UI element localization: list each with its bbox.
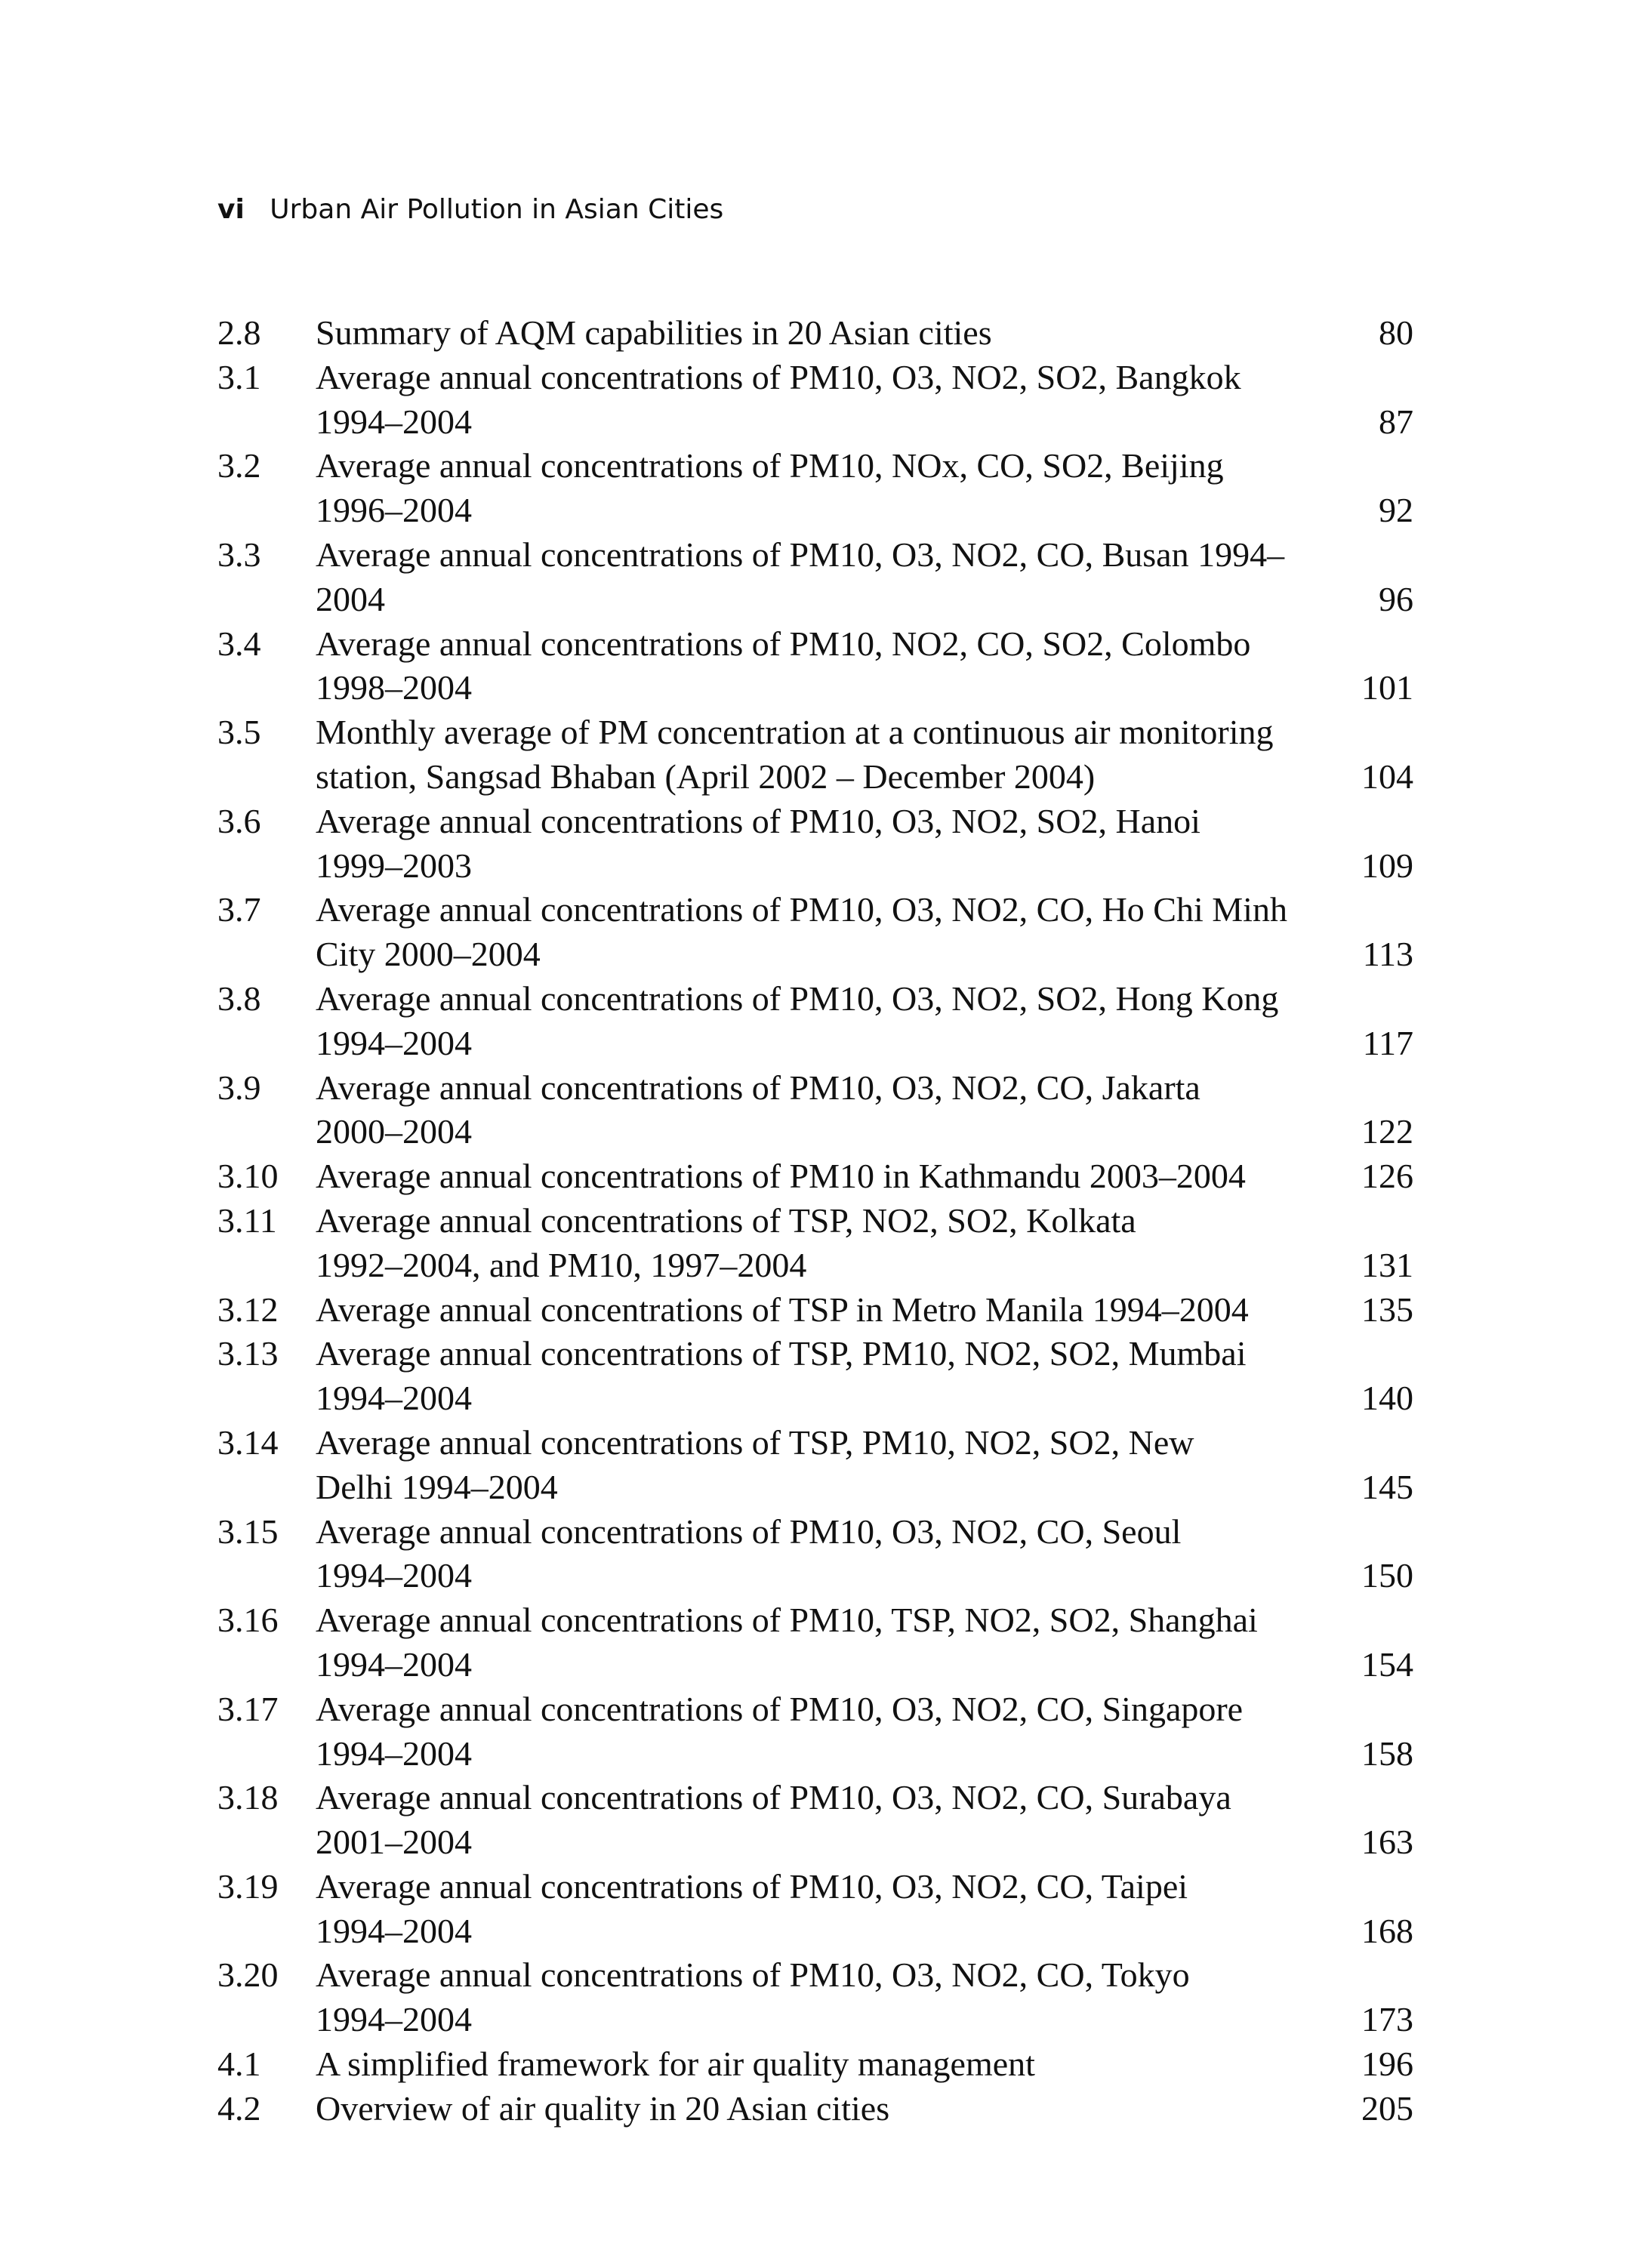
toc-entry: [217, 1865, 1413, 1954]
list-of-figures: [217, 311, 1413, 2131]
entry-number: 3.14: [217, 1422, 279, 1462]
toc-entry: [217, 622, 1413, 711]
entry-title: Average annual concentrations of PM10, TSP, NO2, SO2, Shanghai 1994–2004: [316, 1601, 1258, 1684]
toc-entry: [217, 800, 1413, 889]
entry-number: 3.19: [217, 1866, 279, 1906]
entry-page-number: 122: [1361, 1112, 1413, 1151]
entry-title: Average annual concentrations of PM10, O3, NO2, SO2, Hong Kong 1994–2004: [316, 978, 1279, 1062]
entry-title: Average annual concentrations of TSP, PM10, NO2, SO2, New Delhi 1994–2004: [316, 1422, 1194, 1506]
entry-title: Average annual concentrations of PM10, O3, NO2, CO, Singapore 1994–2004: [316, 1689, 1244, 1773]
entry-page-number: 205: [1361, 2088, 1413, 2128]
toc-entry: [217, 1687, 1413, 1776]
entry-number: 3.4: [217, 624, 261, 663]
entry-number: 4.2: [217, 2088, 261, 2128]
toc-entry: [217, 2042, 1413, 2087]
entry-page-number: 117: [1362, 1023, 1413, 1062]
entry-page-number: 145: [1361, 1467, 1413, 1506]
toc-entry: [217, 1199, 1413, 1288]
toc-entry: [217, 1154, 1413, 1199]
entry-page-number: 113: [1362, 935, 1413, 974]
entry-number: 3.15: [217, 1511, 279, 1551]
entry-title: Average annual concentrations of PM10, NO2, CO, SO2, Colombo 1998–2004: [316, 624, 1251, 707]
entry-number: 3.11: [217, 1200, 277, 1240]
entry-page-number: 80: [1379, 313, 1413, 352]
entry-title: Average annual concentrations of PM10, O3, NO2, SO2, Bangkok 1994–2004: [316, 357, 1241, 441]
toc-entry: [217, 1421, 1413, 1510]
entry-title: Summary of AQM capabilities in 20 Asian cities: [316, 313, 992, 352]
entry-number: 3.7: [217, 890, 261, 929]
toc-entry: [217, 533, 1413, 622]
entry-page-number: 140: [1361, 1379, 1413, 1418]
book-title: Urban Air Pollution in Asian Cities: [270, 194, 724, 225]
entry-title: Average annual concentrations of PM10, O3, NO2, CO, Taipei 1994–2004: [316, 1866, 1188, 1950]
toc-entry: [217, 1066, 1413, 1155]
entry-number: 3.13: [217, 1334, 279, 1373]
entry-page-number: 158: [1361, 1733, 1413, 1773]
entry-title: Average annual concentrations of PM10, O3, NO2, SO2, Hanoi 1999–2003: [316, 801, 1200, 885]
toc-entry: [217, 356, 1413, 445]
entry-number: 3.5: [217, 713, 261, 752]
entry-title: Overview of air quality in 20 Asian cities: [316, 2088, 890, 2128]
entry-title: Monthly average of PM concentration at a continuous air monitoring station, Sangsad Bhaban (April 2002 – December 2004): [316, 713, 1274, 796]
entry-page-number: 150: [1361, 1556, 1413, 1595]
entry-page-number: 163: [1361, 1823, 1413, 1862]
running-head: [217, 190, 723, 230]
toc-entry: [217, 1288, 1413, 1333]
entry-number: 3.16: [217, 1601, 279, 1640]
entry-number: 2.8: [217, 313, 261, 352]
toc-entry: [217, 1776, 1413, 1865]
toc-entry: [217, 1953, 1413, 2042]
entry-page-number: 154: [1361, 1644, 1413, 1684]
entry-title: Average annual concentrations of PM10 in Kathmandu 2003–2004: [316, 1157, 1246, 1196]
entry-title: Average annual concentrations of TSP in Metro Manila 1994–2004: [316, 1290, 1249, 1329]
entry-page-number: 131: [1361, 1245, 1413, 1284]
toc-entry: [217, 977, 1413, 1066]
entry-page-number: 196: [1361, 2045, 1413, 2084]
entry-page-number: 109: [1361, 846, 1413, 885]
entry-page-number: 92: [1379, 491, 1413, 530]
entry-title: Average annual concentrations of PM10, O3, NO2, CO, Tokyo 1994–2004: [316, 1955, 1190, 2039]
entry-number: 3.12: [217, 1290, 279, 1329]
entry-page-number: 173: [1361, 2000, 1413, 2039]
entry-number: 3.3: [217, 535, 261, 574]
toc-entry: [217, 444, 1413, 533]
entry-page-number: 135: [1361, 1290, 1413, 1329]
entry-number: 4.1: [217, 2045, 261, 2084]
entry-title: Average annual concentrations of PM10, O3, NO2, CO, Seoul 1994–2004: [316, 1511, 1182, 1595]
entry-number: 3.1: [217, 357, 261, 396]
toc-entry: [217, 1332, 1413, 1421]
entry-title: Average annual concentrations of PM10, O3, NO2, CO, Surabaya 2001–2004: [316, 1778, 1231, 1862]
entry-number: 3.8: [217, 978, 261, 1018]
entry-number: 3.2: [217, 446, 261, 485]
entry-title: A simplified framework for air quality management: [316, 2045, 1035, 2084]
entry-page-number: 168: [1361, 1911, 1413, 1950]
entry-title: Average annual concentrations of PM10, O3, NO2, CO, Jakarta 2000–2004: [316, 1068, 1200, 1151]
entry-number: 3.18: [217, 1778, 279, 1817]
entry-title: Average annual concentrations of PM10, O3, NO2, CO, Ho Chi Minh City 2000–2004: [316, 890, 1287, 974]
entry-title: Average annual concentrations of PM10, NOx, CO, SO2, Beijing 1996–2004: [316, 446, 1224, 530]
entry-number: 3.6: [217, 801, 261, 840]
entry-title: Average annual concentrations of TSP, PM10, NO2, SO2, Mumbai 1994–2004: [316, 1334, 1247, 1418]
entry-number: 3.9: [217, 1068, 261, 1107]
entry-title: Average annual concentrations of TSP, NO2, SO2, Kolkata 1992–2004, and PM10, 1997–2004: [316, 1200, 1136, 1284]
entry-number: 3.20: [217, 1955, 279, 1995]
page-folio: vi: [217, 194, 245, 225]
entry-page-number: 101: [1361, 668, 1413, 707]
entry-title: Average annual concentrations of PM10, O3, NO2, CO, Busan 1994–2004: [316, 535, 1285, 618]
entry-number: 3.17: [217, 1689, 279, 1728]
entry-page-number: 87: [1379, 402, 1413, 441]
toc-entry: [217, 1510, 1413, 1599]
toc-entry: [217, 311, 1413, 356]
entry-page-number: 104: [1361, 757, 1413, 796]
toc-entry: [217, 888, 1413, 977]
toc-entry: [217, 1598, 1413, 1687]
entry-page-number: 126: [1361, 1157, 1413, 1196]
toc-entry: [217, 710, 1413, 800]
entry-number: 3.10: [217, 1157, 279, 1196]
toc-entry: [217, 2087, 1413, 2131]
entry-page-number: 96: [1379, 579, 1413, 618]
